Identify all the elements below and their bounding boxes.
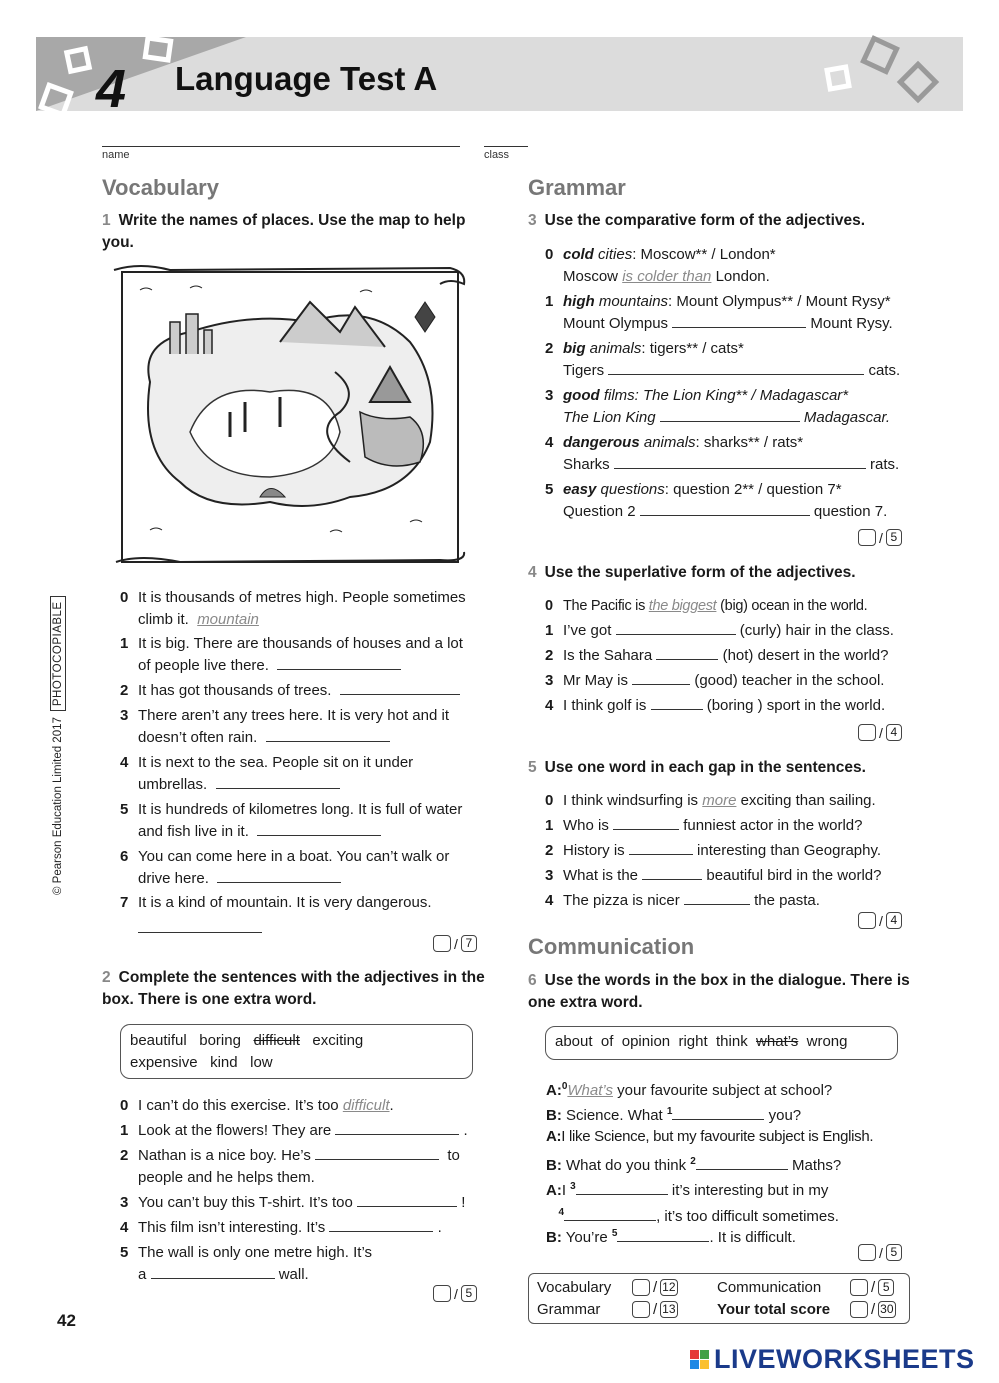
line-text: I like Science, but my favourite subject is English.: [561, 1128, 874, 1145]
dialogue-line: [546, 1151, 841, 1177]
speaker: A:: [546, 1082, 562, 1099]
example-answer: the biggest: [648, 598, 717, 614]
answer-gap[interactable]: [357, 1193, 457, 1207]
score-box[interactable]: [433, 1285, 451, 1302]
answer-gap[interactable]: [608, 361, 864, 375]
item-text: It is hundreds of kilometres long. It is full of water and fish live in it.: [138, 801, 463, 840]
unit-number: 4: [96, 59, 127, 119]
noun: animals: [589, 340, 642, 357]
ex1-text: Write the names of places. Use the map to help you.: [102, 212, 466, 251]
item-text: What is the: [563, 867, 639, 884]
example-answer: difficult: [342, 1097, 390, 1114]
item-text: I’ve got: [563, 622, 612, 639]
item-number: 3: [120, 1194, 129, 1211]
speaker: B:: [546, 1157, 562, 1174]
score-total: 5: [461, 1285, 477, 1302]
noun: films: [603, 387, 635, 404]
item-text: : sharks** / rats*: [695, 434, 804, 451]
ex5-number: 5: [528, 759, 537, 776]
ex3-number: 3: [528, 212, 537, 229]
ex5-item: [545, 790, 876, 812]
ex4-instruction: [528, 562, 918, 584]
item-text: exciting than sailing.: [740, 792, 876, 809]
item-number: 1: [545, 817, 554, 834]
line-text: Maths?: [791, 1157, 842, 1174]
item-text: It has got thousands of trees.: [138, 682, 332, 699]
item-text: History is: [563, 842, 625, 859]
summary-vocabulary: Vocabulary / 12: [537, 1279, 676, 1296]
word: right: [678, 1033, 708, 1050]
adjective: easy: [563, 481, 597, 498]
ex3-text: Use the comparative form of the adjectives.: [544, 212, 866, 229]
answer-gap[interactable]: [684, 891, 750, 905]
item-number: 3: [545, 387, 554, 404]
ex2-score: / 5: [433, 1285, 477, 1302]
word: wrong: [806, 1033, 848, 1050]
ex6-number: 6: [528, 972, 537, 989]
item-text: The Pacific is: [563, 598, 646, 614]
speaker: A:: [546, 1182, 562, 1199]
ex6-text: Use the words in the box in the dialogue. There is one extra word.: [528, 972, 910, 1011]
deco-square: [64, 46, 92, 74]
example-answer: mountain: [197, 611, 259, 628]
item-number: 1: [545, 293, 554, 310]
item-number: 0: [545, 598, 553, 614]
answer-gap[interactable]: [640, 502, 810, 516]
gap-number: 4: [558, 1207, 565, 1218]
ex2-item: [120, 1095, 394, 1117]
item-number: 2: [545, 647, 554, 664]
dialogue-line: [546, 1101, 801, 1127]
item-text: question 7.: [813, 503, 888, 520]
ex5-item: [545, 865, 882, 887]
name-line[interactable]: [102, 146, 460, 147]
ex5-item: [545, 840, 882, 862]
vocabulary-heading: Vocabulary: [102, 175, 219, 200]
item-text: (boring ) sport in the world.: [706, 697, 886, 714]
dialogue-line: [546, 1076, 832, 1102]
class-label: class: [484, 149, 510, 161]
answer-gap[interactable]: [696, 1156, 788, 1170]
item-number: 4: [545, 697, 554, 714]
answer-gap[interactable]: [151, 1265, 275, 1279]
ex2-item: [120, 1145, 460, 1189]
item-text: (good) teacher in the school.: [694, 672, 885, 689]
score-box[interactable]: [858, 1244, 876, 1261]
item-text: (curly) hair in the class.: [739, 622, 894, 639]
score-box[interactable]: [433, 935, 451, 952]
answer-gap[interactable]: [266, 728, 390, 742]
word-row: [130, 1030, 463, 1052]
item-text: Mr May is: [563, 672, 628, 689]
ex4-score: / 4: [858, 724, 902, 741]
item-text: London.: [715, 268, 770, 285]
item-number: 5: [120, 1244, 129, 1261]
summary-label: Communication: [717, 1279, 822, 1296]
item-text: : Moscow** / London*: [632, 246, 776, 263]
noun: cities: [598, 246, 633, 263]
summary-label: Grammar: [537, 1301, 601, 1318]
ex2-number: 2: [102, 969, 111, 986]
speaker: B:: [546, 1107, 562, 1124]
score-total: 12: [662, 1280, 676, 1294]
adjective: dangerous: [563, 434, 640, 451]
noun: animals: [643, 434, 696, 451]
dialogue-line: [546, 1223, 796, 1249]
page-title: Language Test A: [175, 60, 438, 97]
answer-gap[interactable]: [340, 681, 460, 695]
ex4-item: [545, 595, 868, 617]
item-number: 4: [120, 754, 129, 771]
ex6-score: / 5: [858, 1244, 902, 1261]
item-number: 1: [120, 1122, 129, 1139]
score-total: 4: [886, 912, 902, 929]
answer-gap[interactable]: [614, 455, 866, 469]
page-number: 42: [57, 1311, 76, 1330]
ex4-number: 4: [528, 564, 537, 581]
ex6-word-box: [545, 1026, 898, 1060]
item-text: (big) ocean in the world.: [720, 598, 868, 614]
item-number: 3: [545, 867, 554, 884]
item-text: I think golf is: [563, 697, 647, 714]
score-total: 5: [886, 529, 902, 546]
speaker: B:: [546, 1229, 562, 1246]
item-text: people and he helps them.: [138, 1169, 315, 1186]
item-text: interesting than Geography.: [697, 842, 882, 859]
ex3-item: [545, 479, 913, 523]
item-text: (hot) desert in the world?: [722, 647, 889, 664]
score-box[interactable]: [632, 1279, 650, 1296]
ex3-item: [545, 385, 913, 429]
item-text: .: [389, 1097, 394, 1114]
grammar-heading: Grammar: [528, 175, 626, 200]
gap-number: 2: [690, 1156, 696, 1167]
answer-gap[interactable]: [564, 1207, 656, 1221]
communication-heading: Communication: [528, 934, 695, 959]
ex2-item: [120, 1192, 466, 1214]
item-text: a: [138, 1266, 147, 1283]
ex3-item: [545, 338, 913, 382]
item-text: This film isn’t interesting. It’s: [138, 1219, 326, 1236]
adjective: good: [563, 387, 600, 404]
item-number: 0: [545, 246, 554, 263]
photocopiable-label: PHOTOCOPIABLE: [50, 596, 66, 711]
summary-grammar: Grammar / 13: [537, 1301, 676, 1318]
item-number: 2: [120, 682, 129, 699]
noun: questions: [600, 481, 665, 498]
adjective: high: [563, 293, 595, 310]
score-total: 30: [880, 1302, 894, 1316]
ex1-item: [120, 680, 483, 702]
word: opinion: [621, 1033, 671, 1050]
item-text: .: [463, 1122, 468, 1139]
ex4-item: [545, 645, 889, 667]
answer-gap[interactable]: [672, 314, 806, 328]
summary-communication: Communication / 5: [717, 1279, 894, 1296]
score-box[interactable]: [850, 1279, 868, 1296]
score-total: 4: [886, 724, 902, 741]
item-text: It is thousands of metres high. People sometimes climb it.: [138, 589, 466, 628]
item-number: 0: [545, 792, 554, 809]
item-text: There aren’t any trees here. It is very hot and it doesn’t often rain.: [138, 707, 449, 746]
item-number: 4: [545, 434, 554, 451]
item-text: Look at the flowers! They are: [138, 1122, 332, 1139]
dialogue-line: [546, 1126, 873, 1148]
score-total: 7: [461, 935, 477, 952]
ex2-item: [120, 1217, 442, 1239]
item-number: 4: [120, 1219, 129, 1236]
score-total: 13: [662, 1302, 676, 1316]
item-text: It is next to the sea. People sit on it under umbrellas.: [138, 754, 414, 793]
item-text: the pasta.: [754, 892, 820, 909]
ex1-instruction: [102, 210, 492, 254]
word: expensive: [130, 1054, 198, 1071]
item-text: .: [437, 1219, 442, 1236]
word: low: [250, 1054, 273, 1071]
ex4-item: [545, 670, 885, 692]
answer-gap[interactable]: [329, 1218, 433, 1232]
ex4-item: [545, 695, 886, 717]
noun: mountains: [598, 293, 669, 310]
item-number: 7: [120, 894, 129, 911]
answer-gap[interactable]: [617, 1228, 709, 1242]
gap-number: 5: [611, 1228, 618, 1239]
item-number: 3: [545, 672, 554, 689]
line-text: your favourite subject at school?: [617, 1082, 833, 1099]
ex1-item: [120, 705, 483, 749]
item-text: Moscow: [563, 268, 619, 285]
item-number: 1: [120, 635, 129, 652]
line-text: . It is difficult.: [709, 1229, 796, 1246]
item-text: You can’t buy this T-shirt. It’s too: [138, 1194, 353, 1211]
ex5-instruction: [528, 757, 918, 779]
item-text: : tigers** / cats*: [641, 340, 744, 357]
answer-gap[interactable]: [576, 1181, 668, 1195]
word: think: [716, 1033, 748, 1050]
item-text: cats.: [868, 362, 901, 379]
brand-name: LIVEWORKSHEETS: [714, 1344, 975, 1374]
answer-gap[interactable]: [216, 775, 340, 789]
line-text: , it’s too difficult sometimes.: [656, 1208, 839, 1225]
answer-gap[interactable]: [335, 1121, 459, 1135]
item-text: beautiful bird in the world?: [706, 867, 882, 884]
item-number: 4: [545, 892, 554, 909]
dialogue-line: [546, 1176, 886, 1228]
score-box[interactable]: [858, 529, 876, 546]
ex4-item: [545, 620, 894, 642]
item-text: rats.: [870, 456, 900, 473]
item-number: 1: [545, 622, 554, 639]
item-number: 2: [545, 842, 554, 859]
word: kind: [210, 1054, 238, 1071]
item-text: Who is: [563, 817, 609, 834]
ex3-instruction: [528, 210, 918, 232]
ex5-item: [545, 815, 863, 837]
summary-label: Vocabulary: [537, 1279, 612, 1296]
word: of: [600, 1033, 614, 1050]
answer-gap[interactable]: [616, 621, 736, 635]
item-text: !: [461, 1194, 466, 1211]
line-text: I: [561, 1182, 566, 1199]
item-text: wall.: [278, 1266, 309, 1283]
deco-square: [142, 35, 173, 63]
item-number: 2: [545, 340, 554, 357]
line-text: You’re: [565, 1229, 608, 1246]
speaker: A:: [546, 1128, 562, 1145]
score-box[interactable]: [850, 1301, 868, 1318]
answer-gap[interactable]: [672, 1106, 764, 1120]
item-text: Mount Olympus: [563, 315, 669, 332]
name-label: name: [102, 149, 130, 161]
item-text: I think windsurfing is: [563, 792, 699, 809]
answer-gap[interactable]: [277, 656, 401, 670]
summary-total: Your total score / 30: [717, 1301, 894, 1318]
word: beautiful: [130, 1032, 187, 1049]
item-number: 3: [120, 707, 129, 724]
line-text: you?: [768, 1107, 802, 1124]
deco-square: [824, 64, 852, 92]
ex1-item: [120, 633, 478, 677]
score-box[interactable]: [858, 724, 876, 741]
item-text: : question 2** / question 7*: [664, 481, 842, 498]
ex3-item: [545, 291, 918, 335]
item-text: I can’t do this exercise. It’s too: [138, 1097, 339, 1114]
line-text: Science. What: [566, 1107, 663, 1124]
item-text: : Mount Olympus** / Mount Rysy*: [668, 293, 891, 310]
item-text: Mount Rysy.: [810, 315, 893, 332]
side-copyright: [50, 596, 66, 895]
item-text: : The Lion King** / Madagascar*: [634, 387, 849, 404]
line-text: What do you think: [566, 1157, 687, 1174]
item-number: 5: [545, 481, 554, 498]
answer-gap[interactable]: [656, 646, 718, 660]
item-text: It is big. There are thousands of houses and a lot of people live there.: [138, 635, 463, 674]
gap-number: 1: [666, 1106, 673, 1117]
answer-gap[interactable]: [629, 841, 693, 855]
item-text: Tigers: [563, 362, 605, 379]
ex2-text: Complete the sentences with the adjectives in the box. There is one extra word.: [102, 969, 485, 1008]
ex5-item: [545, 890, 820, 912]
item-number: 0: [120, 589, 129, 606]
ex2-item: [120, 1242, 373, 1286]
answer-gap[interactable]: [315, 1146, 439, 1160]
answer-gap[interactable]: [257, 822, 381, 836]
answer-gap[interactable]: [138, 932, 262, 933]
gap-number: 3: [570, 1181, 576, 1192]
score-box[interactable]: [858, 912, 876, 929]
ex2-instruction: [102, 967, 492, 1011]
ex4-text: Use the superlative form of the adjectives.: [544, 564, 856, 581]
answer-gap[interactable]: [660, 408, 800, 422]
word: boring: [199, 1032, 241, 1049]
ex3-item: [545, 432, 913, 476]
word: exciting: [312, 1032, 364, 1049]
item-text: Sharks: [563, 456, 610, 473]
word-used: what’s: [756, 1033, 799, 1050]
adjective: cold: [563, 246, 594, 263]
ex1-number: 1: [102, 212, 111, 229]
answer-gap[interactable]: [632, 671, 690, 685]
item-number: 2: [120, 1147, 129, 1164]
example-answer: What’s: [567, 1082, 613, 1099]
liveworksheets-logo[interactable]: [690, 1344, 975, 1375]
ex2-word-box: [120, 1024, 473, 1079]
ex5-score: / 4: [858, 912, 902, 929]
line-text: it’s interesting but in my: [671, 1182, 829, 1199]
ex2-item: [120, 1120, 468, 1142]
brand-icon: [690, 1350, 709, 1369]
item-text: Is the Sahara: [563, 647, 653, 664]
ex1-item: [120, 846, 478, 890]
ex3-item: [545, 244, 913, 288]
word: about: [555, 1033, 593, 1050]
island-map-illustration: [110, 262, 470, 574]
item-text: to: [447, 1147, 460, 1164]
score-box[interactable]: [632, 1301, 650, 1318]
item-text: The Lion King: [563, 409, 656, 426]
item-text: Nathan is a nice boy. He’s: [138, 1147, 311, 1164]
item-text: Question 2: [563, 503, 636, 520]
class-line[interactable]: [484, 146, 528, 147]
item-text: funniest actor in the world?: [683, 817, 863, 834]
copyright-text: © Pearson Education Limited 2017: [52, 717, 64, 895]
word-row: [130, 1052, 463, 1074]
answer-gap[interactable]: [642, 866, 702, 880]
answer-gap[interactable]: [651, 696, 703, 710]
ex1-score: / 7: [433, 935, 477, 952]
answer-gap[interactable]: [217, 869, 341, 883]
item-number: 0: [120, 1097, 129, 1114]
example-answer: more: [702, 792, 737, 809]
summary-label: Your total score: [717, 1301, 831, 1318]
ex5-text: Use one word in each gap in the sentences.: [544, 759, 866, 776]
item-text: Madagascar.: [803, 409, 891, 426]
item-text: The pizza is nicer: [563, 892, 680, 909]
ex1-item: [120, 892, 478, 914]
score-total: 5: [886, 1244, 902, 1261]
item-text: You can come here in a boat. You can’t walk or drive here.: [138, 848, 450, 887]
item-number: 5: [120, 801, 129, 818]
example-answer: is colder than: [622, 268, 712, 285]
item-text: It is a kind of mountain. It is very dangerous.: [138, 894, 432, 911]
ex1-item: [120, 752, 453, 796]
ex1-item: [120, 799, 468, 843]
gap-number: 0: [561, 1081, 568, 1092]
ex1-item: [120, 587, 478, 631]
item-number: 6: [120, 848, 129, 865]
adjective: big: [563, 340, 586, 357]
item-text: The wall is only one metre high. It’s: [138, 1244, 373, 1261]
answer-gap[interactable]: [613, 816, 679, 830]
word-used: difficult: [253, 1032, 300, 1049]
ex3-score: / 5: [858, 529, 902, 546]
score-total: 5: [878, 1279, 894, 1296]
ex6-instruction: [528, 970, 918, 1014]
